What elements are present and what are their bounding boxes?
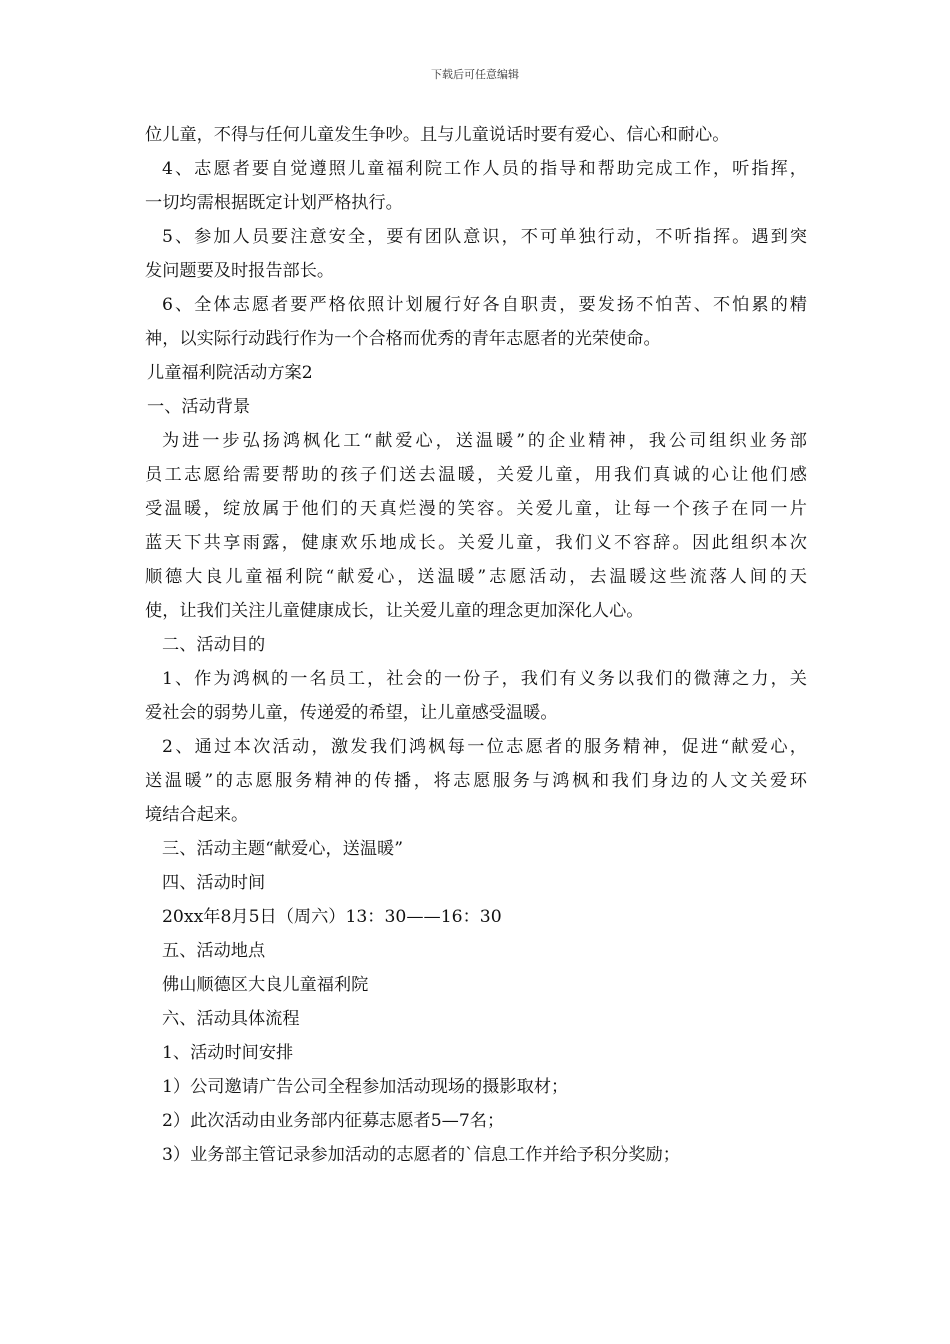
text-line: 3）业务部主管记录参加活动的志愿者的`信息工作并给予积分奖励； [162,1145,680,1165]
text-line: 20xx年8月5日（周六）13：30——16：30 [162,907,502,927]
text-line: 5、参加人员要注意安全，要有团队意识，不可单独行动，不听指挥。遇到突 [162,227,807,247]
text-line: 爱社会的弱势儿童，传递爱的希望，让儿童感受温暖。 [145,703,558,723]
text-line: 2、通过本次活动，激发我们鸿枫每一位志愿者的服务精神，促进“献爱心， [162,737,807,757]
text-line: 员工志愿给需要帮助的孩子们送去温暖，关爱儿童，用我们真诚的心让他们感 [145,465,807,485]
section-heading: 一、活动背景 [147,397,251,417]
text-line: 受温暖，绽放属于他们的天真烂漫的笑容。关爱儿童，让每一个孩子在同一片 [145,499,807,519]
section-heading: 三、活动主题“献爱心，送温暖” [162,839,404,859]
document-body [145,118,807,1172]
text-line: 位儿童，不得与任何儿童发生争吵。且与儿童说话时要有爱心、信心和耐心。 [145,125,730,145]
text-line: 一切均需根据既定计划严格执行。 [145,193,403,213]
text-line: 顺德大良儿童福利院“献爱心，送温暖”志愿活动，去温暖这些流落人间的天 [145,567,807,587]
section-heading: 六、活动具体流程 [162,1009,300,1029]
section-heading: 二、活动目的 [162,635,266,655]
text-line: 使，让我们关注儿童健康成长，让关爱儿童的理念更加深化人心。 [145,601,644,621]
text-line: 发问题要及时报告部长。 [145,261,335,281]
section-heading: 五、活动地点 [162,941,266,961]
text-line: 2）此次活动由业务部内征募志愿者5—7名； [162,1111,505,1131]
page-header: 下载后可任意编辑 [431,68,519,81]
text-line: 4、志愿者要自觉遵照儿童福利院工作人员的指导和帮助完成工作，听指挥， [162,159,807,179]
text-line: 送温暖”的志愿服务精神的传播，将志愿服务与鸿枫和我们身边的人文关爱环 [145,771,807,791]
text-line: 神，以实际行动践行作为一个合格而优秀的青年志愿者的光荣使命。 [145,329,661,349]
section-heading: 四、活动时间 [162,873,266,893]
text-line: 境结合起来。 [145,805,249,825]
text-line: 1、作为鸿枫的一名员工，社会的一份子，我们有义务以我们的微薄之力，关 [162,669,807,689]
text-line: 蓝天下共享雨露，健康欢乐地成长。关爱儿童，我们义不容辞。因此组织本次 [145,533,807,553]
text-line: 为进一步弘扬鸿枫化工“献爱心，送温暖”的企业精神，我公司组织业务部 [162,431,807,451]
text-line: 佛山顺德区大良儿童福利院 [162,975,369,995]
text-line: 6、全体志愿者要严格依照计划履行好各自职责，要发扬不怕苦、不怕累的精 [162,295,807,315]
section-title: 儿童福利院活动方案2 [147,363,313,383]
text-line: 1、活动时间安排 [162,1043,294,1063]
text-line: 1）公司邀请广告公司全程参加活动现场的摄影取材； [162,1077,569,1097]
